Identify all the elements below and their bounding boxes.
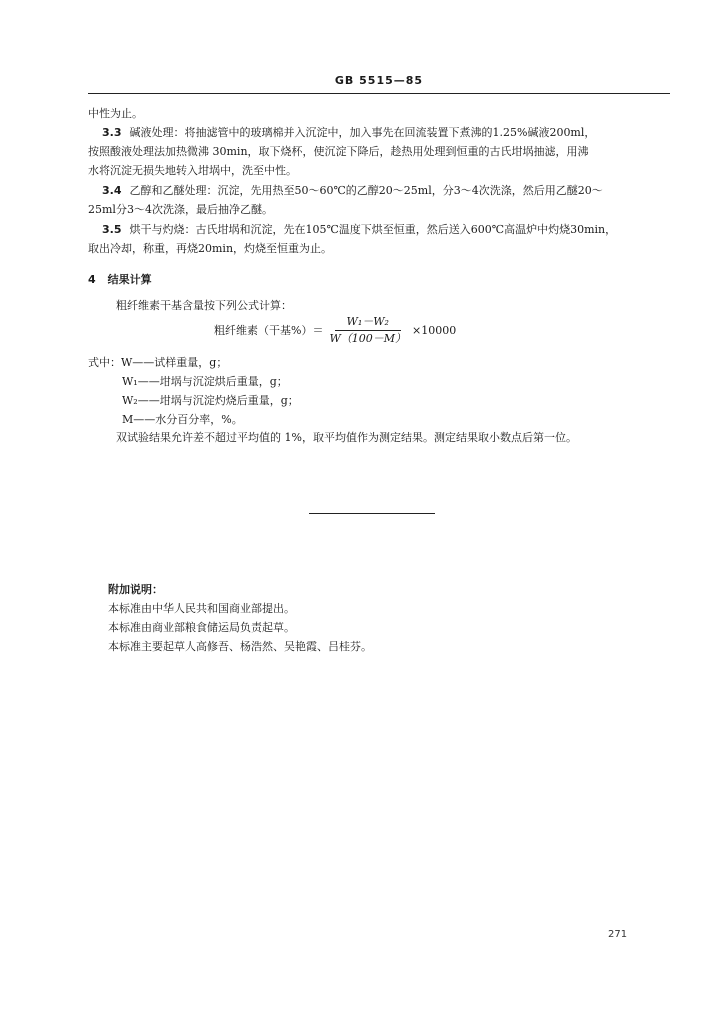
step-line: 按照酸液处理法加热微沸 30min，取下烧杯，使沉淀下降后，趁热用处理到恒重的古氏坩埚抽滤，用沸 xyxy=(88,145,589,158)
variable-definitions xyxy=(88,353,299,429)
variable-definition: W₁——坩埚与沉淀烘后重量，g； xyxy=(122,375,288,388)
result-note: 双试验结果允许差不超过平均值的 1%，取平均值作为测定结果。测定结果取小数点后第一位。 xyxy=(116,431,577,444)
step-number: 3.5 xyxy=(102,223,122,236)
step-line: 取出冷却，称重，再烧20min，灼烧至恒重为止。 xyxy=(88,242,333,255)
formula-intro: 粗纤维素干基含量按下列公式计算： xyxy=(116,299,292,312)
step-number: 3.3 xyxy=(102,126,122,139)
addendum-line: 本标准由中华人民共和国商业部提出。 xyxy=(108,602,295,615)
step-line: 烘干与灼烧：古氏坩埚和沉淀，先在105℃温度下烘至恒重，然后送入600℃高温炉中灼烧30min， xyxy=(129,223,617,236)
variable-definition: W——试样重量，g； xyxy=(121,356,228,369)
page-number: 271 xyxy=(608,929,628,940)
section-title: 结果计算 xyxy=(107,273,152,286)
formula-fraction xyxy=(329,315,406,346)
end-rule xyxy=(309,513,435,514)
formula-lhs: 粗纤维素（干基%）＝ xyxy=(214,324,324,337)
formula-numerator: W₁－W₂ xyxy=(335,315,401,331)
document-header-code: GB 5515—85 xyxy=(334,74,424,87)
step-number: 3.4 xyxy=(102,184,122,197)
formula-rhs: ×10000 xyxy=(412,323,457,337)
variable-definition: M——水分百分率，%。 xyxy=(122,413,243,426)
crude-fiber-formula xyxy=(214,315,456,345)
continuation-text xyxy=(88,104,670,123)
section-number: 4 xyxy=(88,273,96,286)
variable-definition: W₂——坩埚与沉淀灼烧后重量，g； xyxy=(122,394,299,407)
where-label: 式中： xyxy=(88,356,121,369)
continuation-line: 中性为止。 xyxy=(88,107,143,120)
step-line: 乙醇和乙醚处理：沉淀，先用热至50～60℃的乙醇20～25ml，分3～4次洗涤，然后用乙醚20～ xyxy=(129,184,603,197)
step-line: 碱液处理：将抽滤管中的玻璃棉并入沉淀中，加入事先在回流装置下煮沸的1.25%碱液200ml， xyxy=(129,126,596,139)
addendum-line: 本标准主要起草人高修吾、杨浩然、吴艳霞、吕桂芬。 xyxy=(108,640,372,653)
step-line: 水将沉淀无损失地转入坩埚中，洗至中性。 xyxy=(88,164,297,177)
addendum xyxy=(108,580,372,656)
header-rule xyxy=(88,93,670,94)
formula-denominator: W（100－M） xyxy=(329,331,407,345)
step-3-4 xyxy=(88,181,670,219)
step-line: 25ml分3～4次洗涤，最后抽净乙醚。 xyxy=(88,203,273,216)
addendum-title: 附加说明： xyxy=(108,583,163,596)
addendum-line: 本标准由商业部粮食储运局负责起草。 xyxy=(108,621,295,634)
step-3-3 xyxy=(88,123,670,180)
section-heading xyxy=(88,271,152,287)
step-3-5 xyxy=(88,220,670,258)
